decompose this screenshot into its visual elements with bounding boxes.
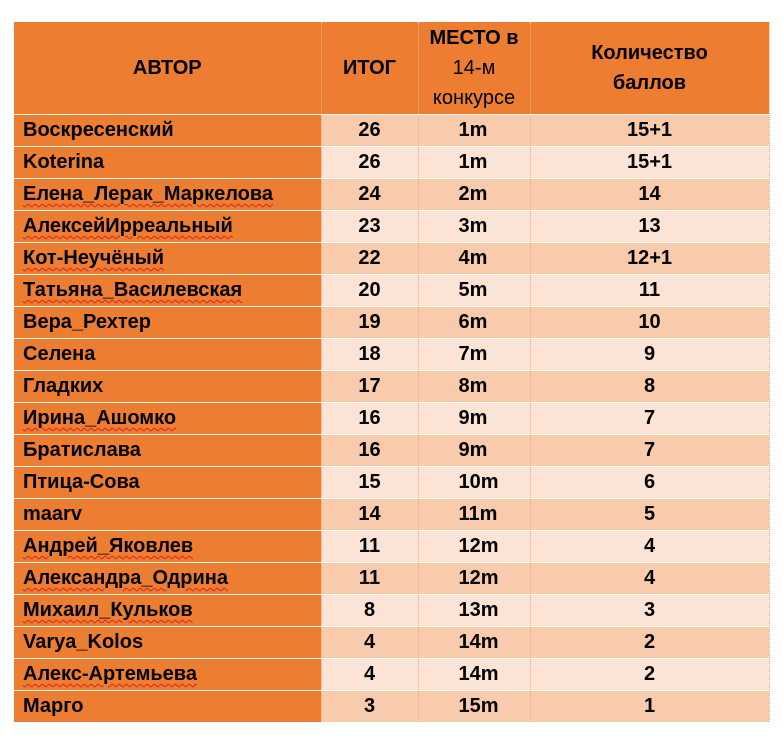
cell-place xyxy=(418,627,530,659)
cell-place-text: 12m xyxy=(458,535,499,557)
table-header-row xyxy=(14,22,769,115)
cell-total xyxy=(321,435,418,467)
cell-total xyxy=(321,691,418,723)
cell-points-text: 12+1 xyxy=(626,247,673,269)
cell-place-text: 6m xyxy=(458,311,488,333)
cell-place-text: 5m xyxy=(458,279,488,301)
cell-place-text: 1m xyxy=(458,119,488,141)
cell-total-text: 22 xyxy=(358,247,381,269)
cell-total-text: 20 xyxy=(358,279,381,301)
cell-author-text: Елена_Лерак_Маркелова xyxy=(23,183,274,205)
cell-place-text: 3m xyxy=(458,215,488,237)
cell-points xyxy=(530,307,769,339)
cell-points-text: 6 xyxy=(643,471,656,493)
cell-place xyxy=(418,563,530,595)
cell-points-text: 7 xyxy=(643,439,656,461)
cell-points-text: 15+1 xyxy=(626,151,673,173)
table-row xyxy=(14,627,769,659)
cell-place-text: 13m xyxy=(458,599,499,621)
cell-place-text: 9m xyxy=(458,439,488,461)
cell-points xyxy=(530,467,769,499)
cell-place xyxy=(418,179,530,211)
table-row xyxy=(14,403,769,435)
cell-place-text: 10m xyxy=(458,471,499,493)
table-row xyxy=(14,691,769,723)
cell-place xyxy=(418,403,530,435)
cell-total xyxy=(321,563,418,595)
table-row xyxy=(14,307,769,339)
cell-points xyxy=(530,211,769,243)
cell-place xyxy=(418,467,530,499)
cell-total-text: 18 xyxy=(358,343,381,365)
cell-points xyxy=(530,179,769,211)
cell-author-text: Вера_Рехтер xyxy=(23,311,151,333)
cell-author xyxy=(14,627,321,659)
cell-points xyxy=(530,595,769,627)
cell-total xyxy=(321,179,418,211)
cell-points-text: 2 xyxy=(643,663,656,685)
cell-total xyxy=(321,403,418,435)
table-row xyxy=(14,147,769,179)
cell-points xyxy=(530,435,769,467)
cell-total-text: 3 xyxy=(363,695,376,717)
cell-total-text: 19 xyxy=(358,311,381,333)
cell-total xyxy=(321,307,418,339)
cell-points-text: 5 xyxy=(643,503,656,525)
header-points-line1: Количество xyxy=(591,42,708,64)
cell-points xyxy=(530,563,769,595)
cell-author xyxy=(14,275,321,307)
cell-total-text: 16 xyxy=(358,407,381,429)
cell-total xyxy=(321,115,418,147)
cell-total xyxy=(321,243,418,275)
header-place-line3: конкурсе xyxy=(432,87,516,109)
cell-points xyxy=(530,147,769,179)
cell-total-text: 17 xyxy=(358,375,381,397)
cell-points xyxy=(530,499,769,531)
cell-place-text: 14m xyxy=(458,663,499,685)
cell-total-text: 26 xyxy=(358,151,381,173)
header-points-line2: баллов xyxy=(612,72,687,94)
cell-total-text: 23 xyxy=(358,215,381,237)
cell-points-text: 2 xyxy=(643,631,656,653)
cell-author xyxy=(14,659,321,691)
cell-total xyxy=(321,147,418,179)
cell-total-text: 4 xyxy=(363,631,376,653)
table-row xyxy=(14,115,769,147)
cell-author-text: Птица-Сова xyxy=(23,471,140,493)
cell-place xyxy=(418,147,530,179)
cell-author-text: Михаил_Кульков xyxy=(23,599,193,621)
cell-points xyxy=(530,531,769,563)
header-place-line1: МЕСТО в xyxy=(429,27,519,49)
table-row xyxy=(14,531,769,563)
cell-points xyxy=(530,243,769,275)
cell-author-text: maarv xyxy=(23,503,82,525)
cell-points-text: 1 xyxy=(643,695,656,717)
cell-author xyxy=(14,531,321,563)
cell-place-text: 14m xyxy=(458,631,499,653)
cell-author xyxy=(14,691,321,723)
table-row xyxy=(14,211,769,243)
cell-author-text: Воскресенский xyxy=(23,119,174,141)
cell-total-text: 8 xyxy=(363,599,376,621)
table-row xyxy=(14,179,769,211)
cell-author-text: Братислава xyxy=(23,439,141,461)
cell-total-text: 16 xyxy=(358,439,381,461)
table-row xyxy=(14,371,769,403)
table-row xyxy=(14,275,769,307)
cell-points-text: 8 xyxy=(643,375,656,397)
cell-points xyxy=(530,659,769,691)
cell-points xyxy=(530,627,769,659)
cell-place xyxy=(418,307,530,339)
cell-author-text: Кот-Неучёный xyxy=(23,247,164,269)
cell-points-text: 10 xyxy=(638,311,661,333)
cell-points xyxy=(530,403,769,435)
cell-place-text: 11m xyxy=(458,503,498,525)
cell-author-text: Гладких xyxy=(23,375,104,397)
cell-place xyxy=(418,435,530,467)
cell-total xyxy=(321,371,418,403)
header-place-line2: 14-м xyxy=(452,57,496,79)
cell-points-text: 7 xyxy=(643,407,656,429)
cell-total xyxy=(321,499,418,531)
cell-author-text: Селена xyxy=(23,343,96,365)
header-author: АВТОР xyxy=(14,22,321,115)
cell-points-text: 13 xyxy=(638,215,661,237)
cell-points xyxy=(530,371,769,403)
cell-total-text: 24 xyxy=(358,183,381,205)
cell-place-text: 4m xyxy=(458,247,488,269)
cell-points-text: 4 xyxy=(643,535,656,557)
cell-author xyxy=(14,211,321,243)
cell-author-text: Varya_Kolos xyxy=(23,631,144,653)
cell-total xyxy=(321,211,418,243)
cell-points-text: 9 xyxy=(643,343,656,365)
table-row xyxy=(14,595,769,627)
cell-place-text: 15m xyxy=(458,695,499,717)
cell-total xyxy=(321,339,418,371)
cell-total-text: 14 xyxy=(358,503,381,525)
cell-author-text: Александра_Одрина xyxy=(23,567,228,589)
cell-author-text: Андрей_Яковлев xyxy=(23,535,194,557)
cell-points-text: 11 xyxy=(638,279,661,301)
cell-total-text: 11 xyxy=(358,567,381,589)
cell-author xyxy=(14,339,321,371)
cell-points-text: 15+1 xyxy=(626,119,673,141)
cell-total xyxy=(321,595,418,627)
cell-total-text: 11 xyxy=(358,535,381,557)
cell-points-text: 14 xyxy=(638,183,661,205)
cell-place xyxy=(418,211,530,243)
cell-place xyxy=(418,659,530,691)
cell-total xyxy=(321,627,418,659)
table-row xyxy=(14,563,769,595)
cell-total-text: 15 xyxy=(358,471,381,493)
cell-points xyxy=(530,115,769,147)
cell-author xyxy=(14,371,321,403)
cell-total-text: 26 xyxy=(358,119,381,141)
cell-author xyxy=(14,563,321,595)
cell-place xyxy=(418,371,530,403)
results-table-container xyxy=(14,22,769,722)
cell-points xyxy=(530,339,769,371)
cell-author xyxy=(14,499,321,531)
cell-author xyxy=(14,467,321,499)
table-row xyxy=(14,243,769,275)
cell-author xyxy=(14,403,321,435)
cell-author xyxy=(14,179,321,211)
cell-total xyxy=(321,275,418,307)
cell-total xyxy=(321,467,418,499)
cell-place-text: 2m xyxy=(458,183,488,205)
cell-place-text: 8m xyxy=(458,375,488,397)
cell-author-text: Татьяна_Василевская xyxy=(23,279,243,301)
cell-author xyxy=(14,243,321,275)
cell-points xyxy=(530,275,769,307)
cell-total xyxy=(321,531,418,563)
table-row xyxy=(14,435,769,467)
cell-author-text: Koterina xyxy=(23,151,105,173)
cell-place xyxy=(418,595,530,627)
cell-place xyxy=(418,115,530,147)
cell-total-text: 4 xyxy=(363,663,376,685)
cell-place-text: 7m xyxy=(458,343,488,365)
cell-place xyxy=(418,691,530,723)
cell-author xyxy=(14,435,321,467)
results-table xyxy=(14,22,770,722)
cell-place xyxy=(418,499,530,531)
cell-points-text: 4 xyxy=(643,567,656,589)
header-points xyxy=(530,22,769,115)
cell-author-text: Ирина_Ашомко xyxy=(23,407,177,429)
cell-author xyxy=(14,147,321,179)
cell-author-text: АлексейИрреальный xyxy=(23,215,233,237)
table-row xyxy=(14,659,769,691)
cell-total xyxy=(321,659,418,691)
cell-author xyxy=(14,595,321,627)
cell-points xyxy=(530,691,769,723)
cell-place-text: 9m xyxy=(458,407,488,429)
cell-place xyxy=(418,275,530,307)
table-row xyxy=(14,467,769,499)
cell-author xyxy=(14,307,321,339)
cell-author-text: Марго xyxy=(23,695,84,717)
cell-place-text: 12m xyxy=(458,567,499,589)
cell-author xyxy=(14,115,321,147)
cell-place-text: 1m xyxy=(458,151,488,173)
table-row xyxy=(14,499,769,531)
cell-points-text: 3 xyxy=(643,599,656,621)
table-row xyxy=(14,339,769,371)
cell-place xyxy=(418,243,530,275)
cell-place xyxy=(418,531,530,563)
header-place xyxy=(418,22,530,115)
cell-place xyxy=(418,339,530,371)
cell-author-text: Алекс-Артемьева xyxy=(23,663,197,685)
header-total: ИТОГ xyxy=(321,22,418,115)
